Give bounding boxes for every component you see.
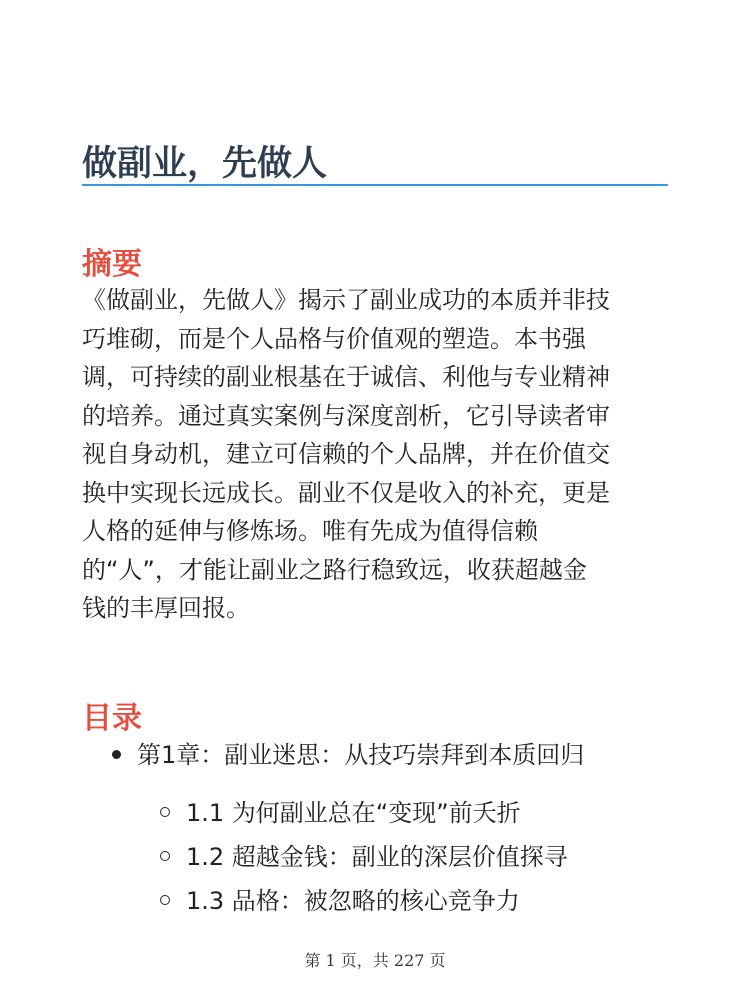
abstract-line: 人格的延伸与修炼场。唯有先成为值得信赖 bbox=[82, 517, 538, 545]
toc-section-label: 1.1 为何副业总在“变现”前夭折 bbox=[186, 799, 521, 827]
bullet-circle-icon bbox=[160, 807, 170, 817]
bullet-disc-icon bbox=[112, 750, 121, 759]
abstract-line: 钱的丰厚回报。 bbox=[82, 594, 250, 622]
title-divider bbox=[82, 184, 668, 186]
toc-chapter-label: 第1章：副业迷思：从技巧崇拜到本质回归 bbox=[137, 741, 585, 769]
abstract-line: 的“人”，才能让副业之路行稳致远，收获超越金 bbox=[82, 555, 587, 584]
toc-section-label: 1.2 超越金钱：副业的深层价值探寻 bbox=[186, 843, 568, 871]
abstract-line: 《做副业，先做人》揭示了副业成功的本质并非技 bbox=[82, 286, 610, 314]
abstract-line: 调，可持续的副业根基在于诚信、利他与专业精神 bbox=[82, 363, 610, 391]
abstract-line: 巧堆砌，而是个人品格与价值观的塑造。本书强 bbox=[82, 324, 586, 353]
abstract-line: 换中实现长远成长。副业不仅是收入的补充，更是 bbox=[82, 478, 610, 507]
toc-section-item[interactable] bbox=[160, 796, 521, 830]
page-footer: 第 1 页，共 227 页 bbox=[304, 951, 446, 970]
toc-heading: 目录 bbox=[82, 700, 142, 736]
bullet-circle-icon bbox=[160, 851, 170, 861]
abstract-paragraph bbox=[82, 281, 672, 628]
document-title: 做副业，先做人 bbox=[82, 144, 328, 185]
toc-chapter-item[interactable] bbox=[112, 738, 584, 772]
abstract-line: 视自身动机，建立可信赖的个人品牌，并在价值交 bbox=[82, 440, 610, 468]
toc-section-item[interactable] bbox=[160, 840, 568, 874]
toc-section-item[interactable] bbox=[160, 884, 520, 918]
bullet-circle-icon bbox=[160, 895, 170, 905]
abstract-line: 的培养。通过真实案例与深度剖析，它引导读者审 bbox=[82, 401, 610, 430]
abstract-heading: 摘要 bbox=[82, 246, 142, 282]
toc-section-label: 1.3 品格：被忽略的核心竞争力 bbox=[186, 887, 520, 915]
